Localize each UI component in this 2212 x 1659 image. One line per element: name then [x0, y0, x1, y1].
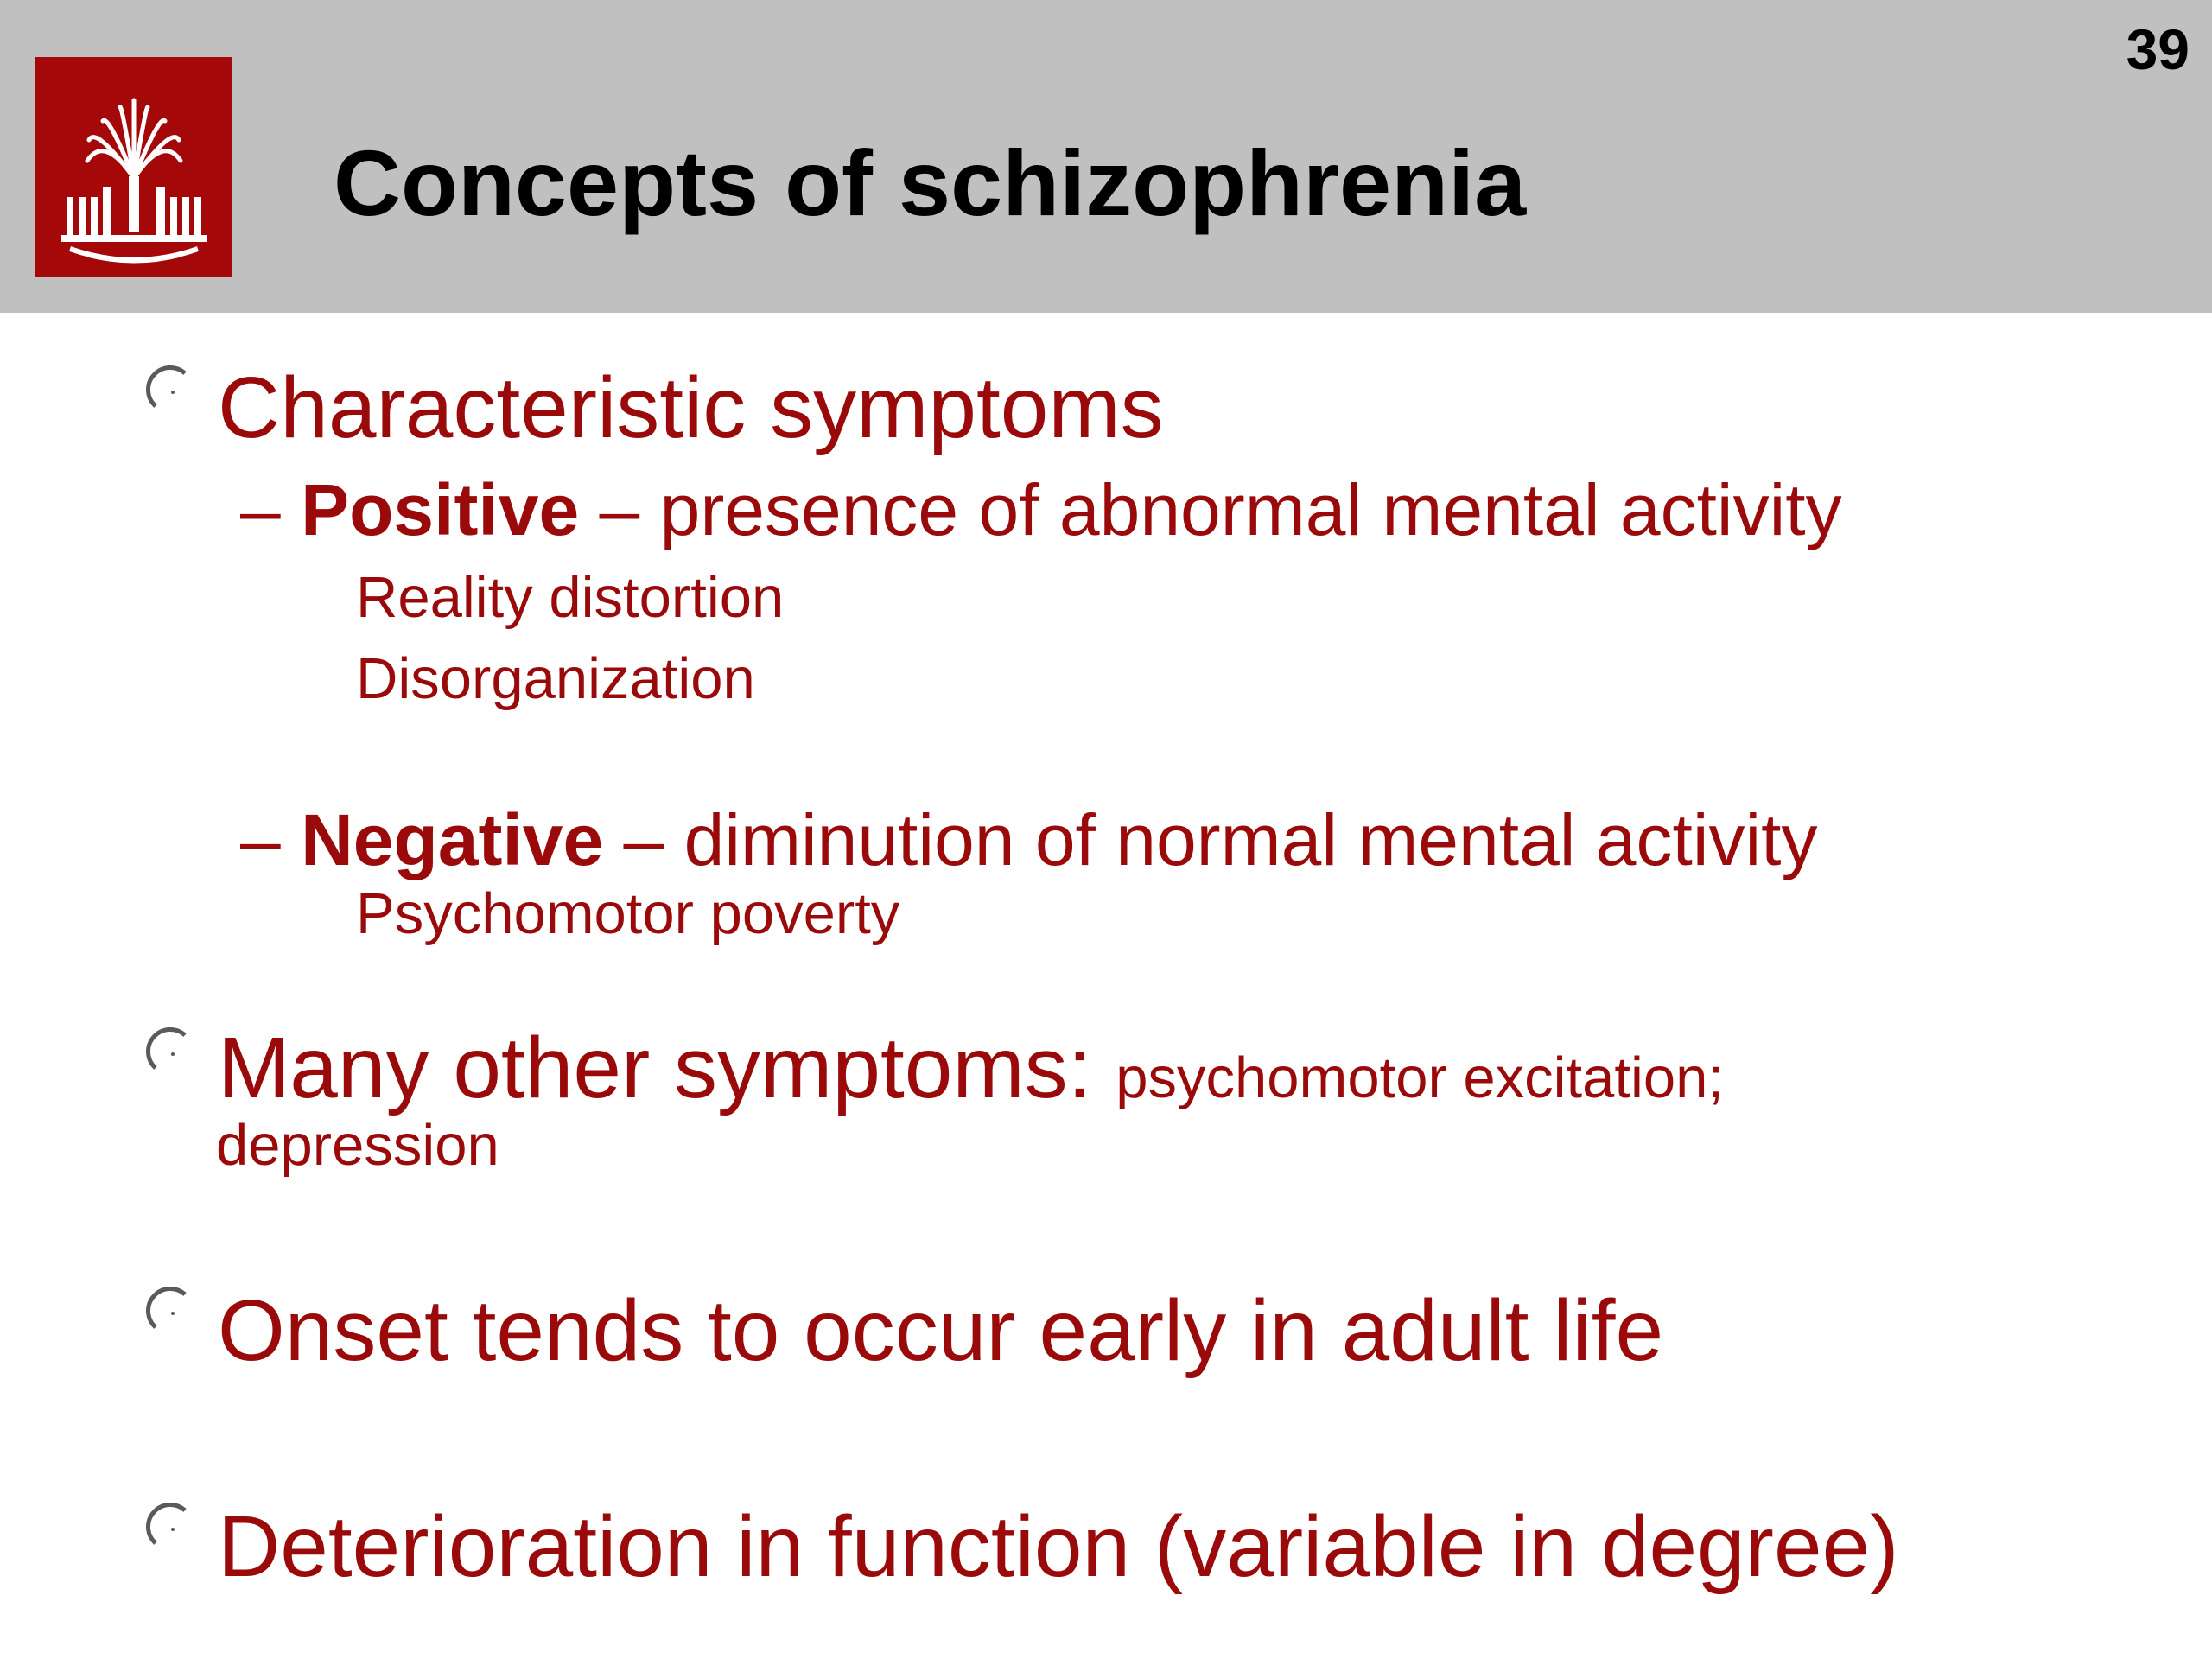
slide-title: Concepts of schizophrenia [334, 130, 1527, 235]
bullet-onset: Onset tends to occur early in adult life [218, 1282, 1664, 1379]
negative-item: Psychomotor poverty [356, 881, 900, 946]
many-other-symptoms-label: Many other symptoms: [218, 1020, 1116, 1116]
circle-arc-bullet-icon [142, 363, 195, 416]
negative-term: Negative [301, 799, 604, 880]
bullet-many-other-symptoms [218, 1020, 1725, 1116]
positive-item: Disorganization [356, 646, 755, 711]
negative-description: – diminution of normal mental activity [603, 799, 1818, 880]
dash: – [240, 799, 281, 880]
circle-arc-bullet-icon [142, 1500, 195, 1554]
positive-item: Reality distortion [356, 565, 785, 630]
circle-arc-bullet-icon [142, 1025, 195, 1078]
bullet-deterioration: Deterioration in function (variable in degree) [218, 1498, 1899, 1595]
positive-description: – presence of abnormal mental activity [579, 469, 1842, 550]
sub-bullet-positive [240, 469, 1842, 550]
slide-number: 39 [2126, 17, 2190, 81]
bullet-characteristic-symptoms: Characteristic symptoms [218, 359, 1164, 456]
many-other-symptoms-detail: psychomotor excitation; [1116, 1046, 1725, 1110]
circle-arc-bullet-icon [142, 1284, 195, 1338]
positive-term: Positive [301, 469, 580, 550]
many-other-symptoms-continuation: depression [216, 1113, 499, 1178]
palmetto-seal-icon [35, 57, 232, 276]
dash: – [240, 469, 281, 550]
sub-bullet-negative [240, 799, 1818, 880]
